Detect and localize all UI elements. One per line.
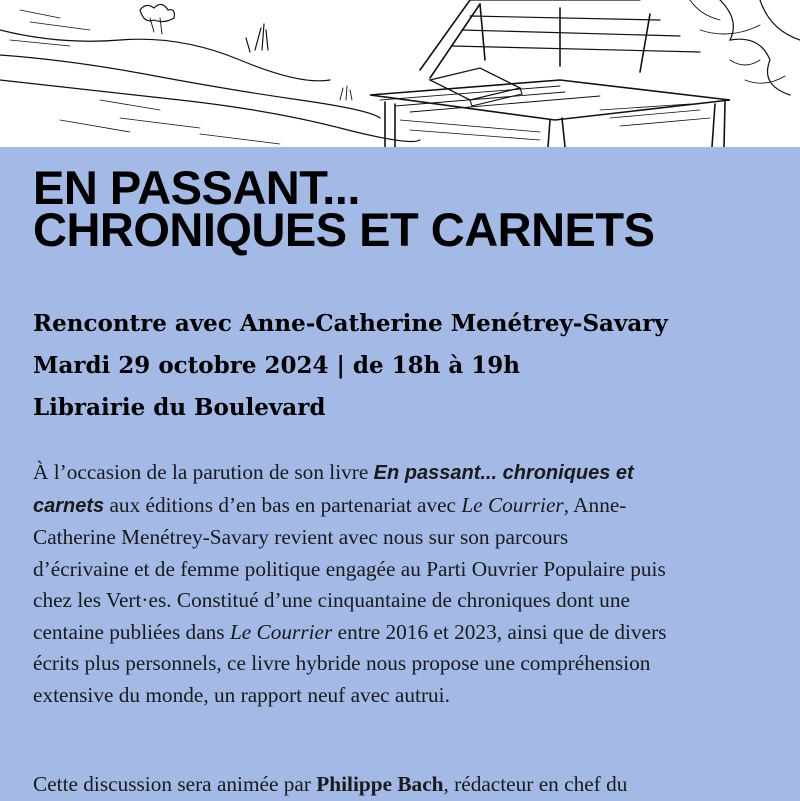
description-text: aux éditions d’en bas en partenariat avec: [104, 492, 462, 517]
event-meeting-line: Rencontre avec Anne-Catherine Menétrey-Savary: [33, 310, 668, 337]
event-description: [33, 457, 773, 711]
moderation-text: Cette discussion sera animée par: [33, 772, 317, 796]
book-title-end: carnets: [33, 494, 105, 517]
event-date-time: Mardi 29 octobre 2024 | de 18h à 19h: [33, 352, 520, 379]
event-panel: [0, 147, 800, 800]
description-text: entre 2016 et 2023, ainsi que de divers: [332, 619, 667, 644]
description-text: centaine publiées dans: [33, 619, 230, 644]
header-sketch-illustration: [0, 0, 800, 147]
description-line-4: d’écrivaine et de femme politique engagée au Parti Ouvrier Populaire puis: [33, 556, 666, 581]
book-title: En passant... chroniques et: [373, 462, 634, 484]
description-text: À l’occasion de la parution de son livre: [33, 460, 374, 484]
description-line-2: [33, 490, 773, 523]
title-line-2: CHRONIQUES ET CARNETS: [33, 203, 655, 256]
moderation-line: [33, 769, 627, 801]
description-line-8: extensive du monde, un rapport neuf avec autrui.: [33, 682, 450, 707]
description-line-6: [33, 617, 773, 649]
event-venue: Librairie du Boulevard: [33, 394, 326, 421]
description-line-1: [33, 457, 773, 490]
newspaper-name: Le Courrier: [229, 619, 333, 644]
description-line-7: écrits plus personnels, ce livre hybride nous propose une compréhension: [33, 651, 651, 675]
moderation-text: , rédacteur en chef du: [443, 772, 628, 796]
event-details: [33, 303, 668, 429]
event-title: [33, 161, 655, 256]
description-text: , Anne-: [563, 492, 627, 517]
description-line-5: chez les Vert·es. Constitué d’une cinquantaine de chroniques dont une: [33, 588, 630, 612]
newspaper-name: Le Courrier: [461, 492, 564, 517]
moderator-name: Philippe Bach: [316, 772, 444, 796]
bench-sketch-drawing: [0, 0, 800, 147]
description-paragraph: [33, 457, 773, 711]
description-line-3: Catherine Menétrey-Savary revient avec nous sur son parcours: [33, 525, 569, 549]
title-line-1: EN PASSANT...: [33, 161, 360, 214]
